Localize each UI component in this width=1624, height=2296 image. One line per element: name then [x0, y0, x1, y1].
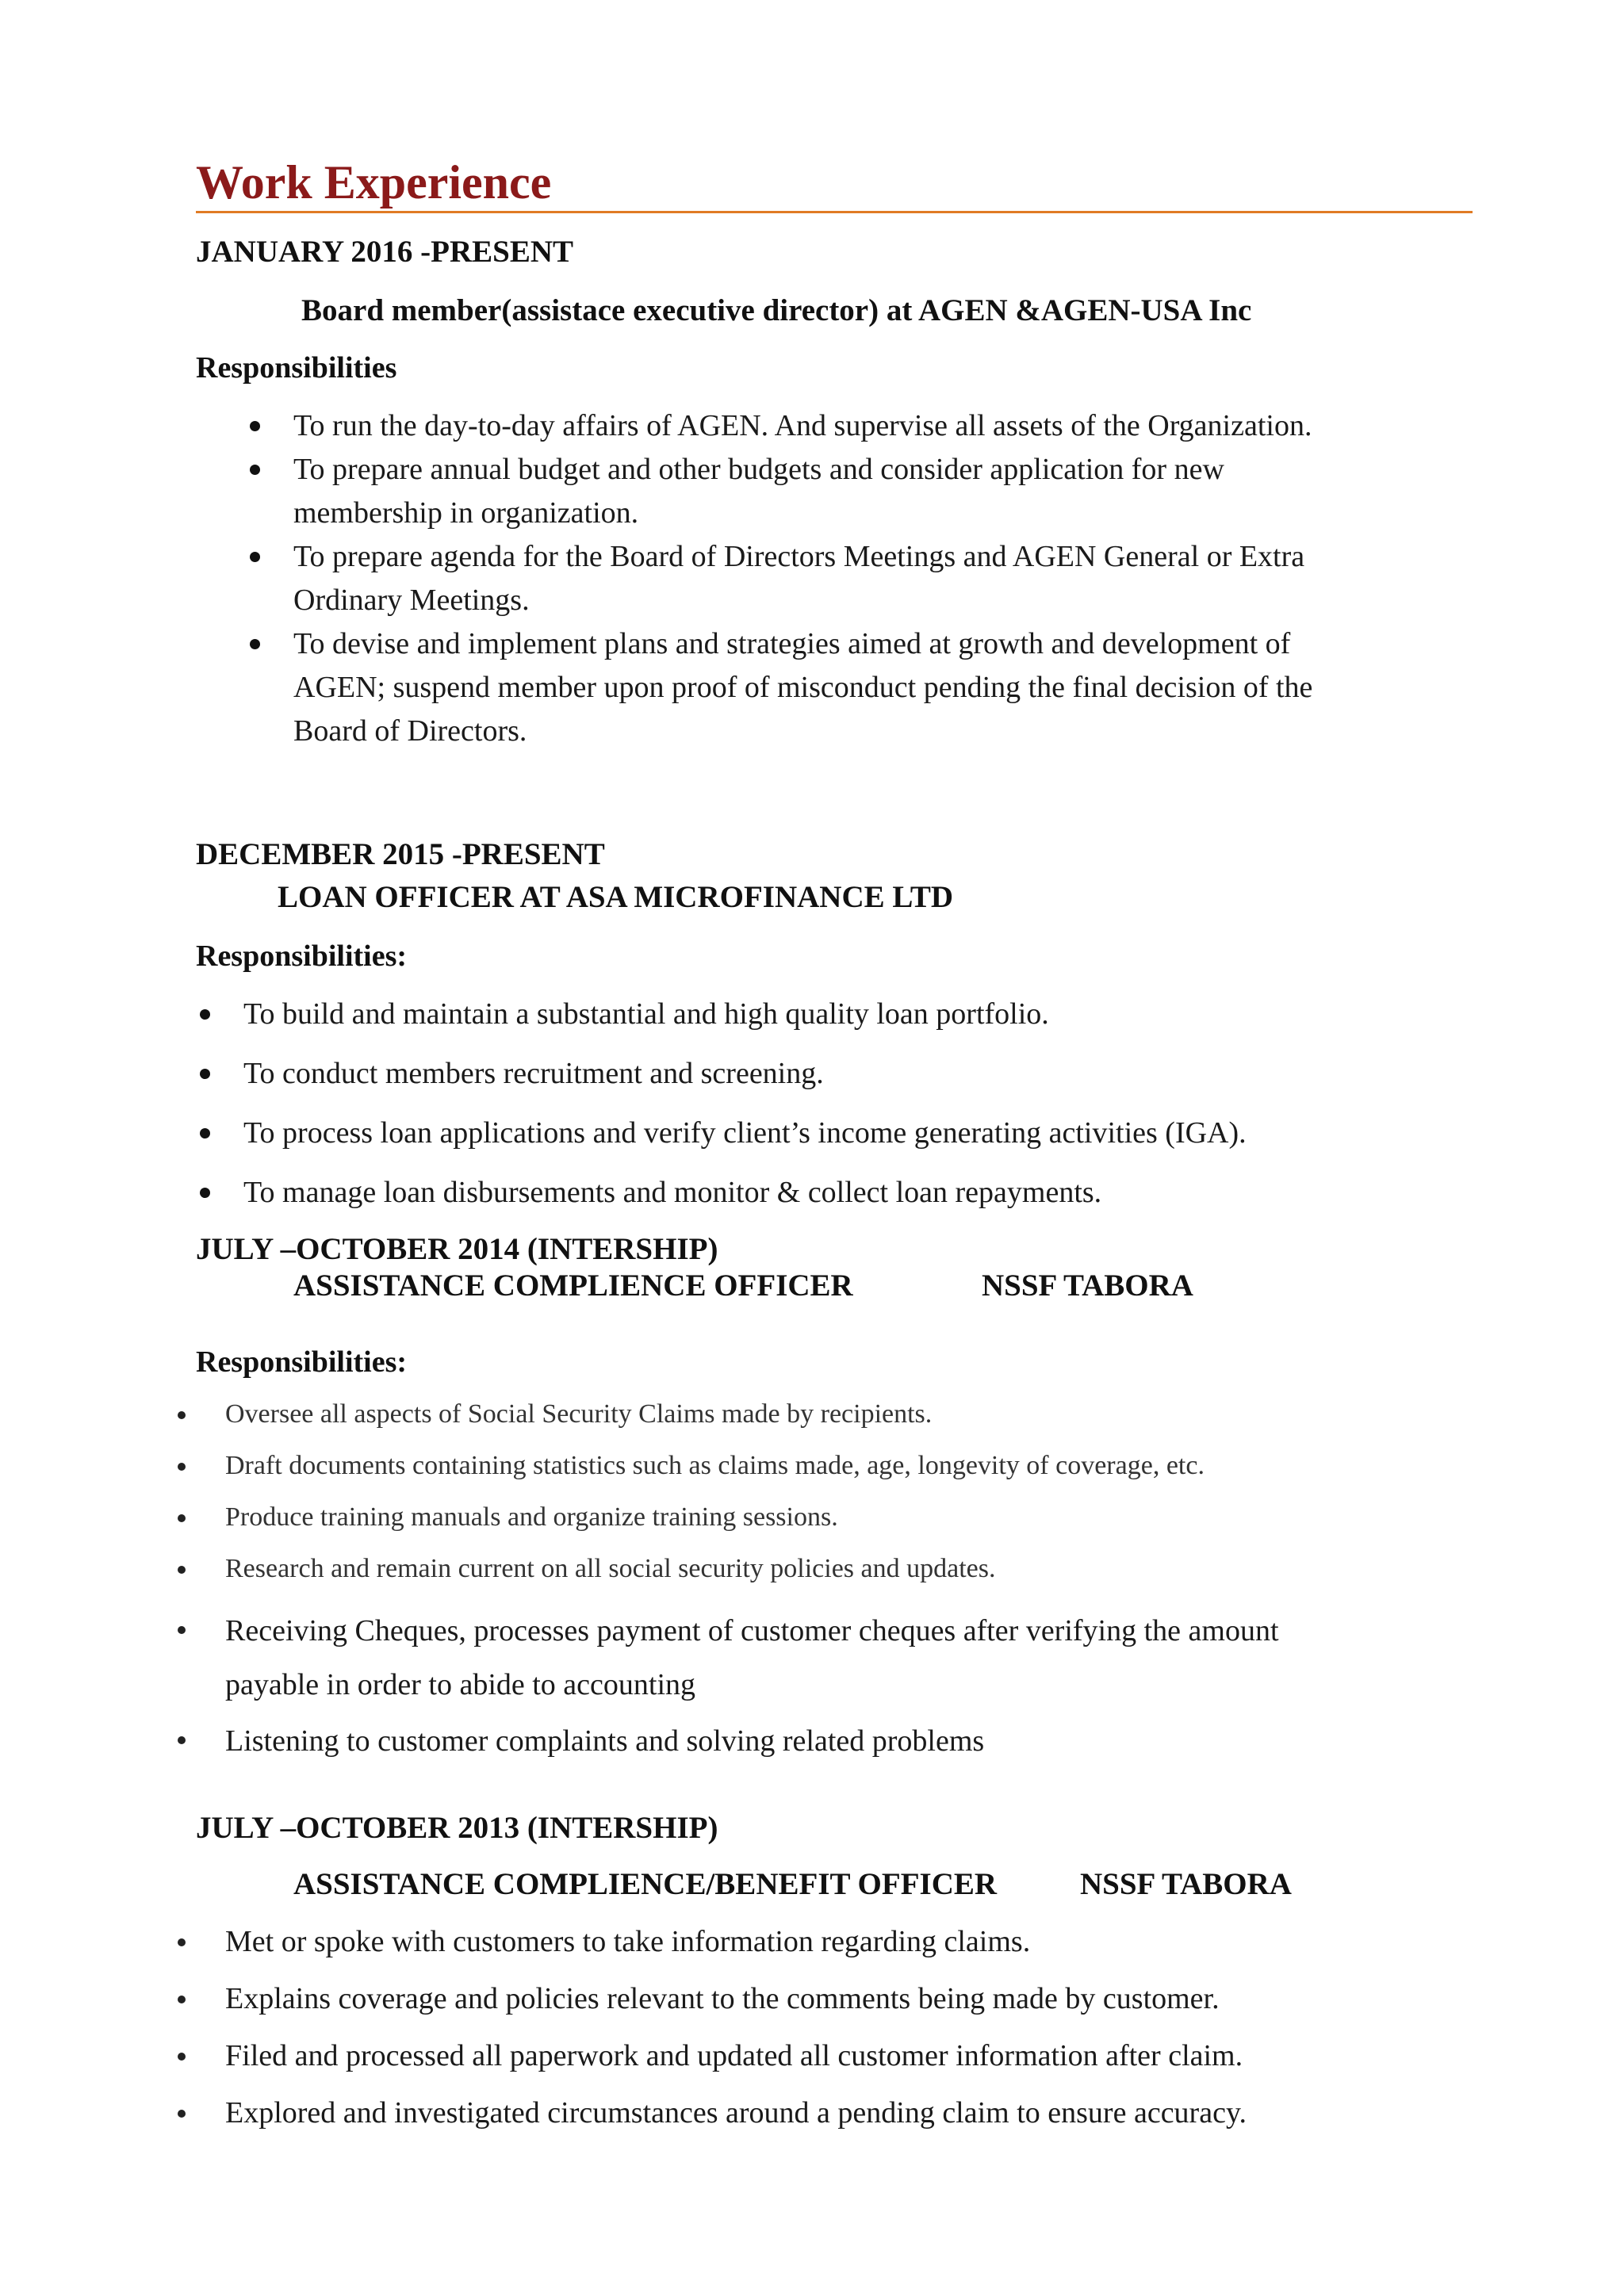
list-item: To prepare annual budget and other budgets and consider application for new membership in organization. — [293, 448, 1356, 535]
job1-date: JANUARY 2016 -PRESENT — [196, 235, 574, 269]
job1-responsibilities-list — [293, 404, 1356, 753]
list-item: Draft documents containing statistics such as claims made, age, longevity of coverage, etc. — [225, 1447, 1415, 1498]
job3-date: JULY –OCTOBER 2014 (INTERSHIP) — [196, 1232, 718, 1266]
list-item: To manage loan disbursements and monitor & collect loan repayments. — [243, 1171, 1433, 1230]
job3-responsibilities-list — [225, 1395, 1415, 1601]
bullet-icon — [178, 1996, 186, 2003]
job3-role: ASSISTANCE COMPLIENCE OFFICER — [293, 1269, 853, 1303]
section-divider — [196, 211, 1473, 213]
job1-role: Board member(assistace executive director) at AGEN &AGEN-USA Inc — [301, 293, 1252, 327]
list-item: Met or spoke with customers to take information regarding claims. — [225, 1921, 1415, 1978]
list-item: Explains coverage and policies relevant to the comments being made by customer. — [225, 1978, 1415, 2035]
bullet-icon — [250, 552, 260, 562]
list-item: To run the day-to-day affairs of AGEN. And supervise all assets of the Organization. — [293, 404, 1356, 448]
bullet-icon — [200, 1069, 210, 1079]
list-item: Filed and processed all paperwork and updated all customer information after claim. — [225, 2035, 1415, 2092]
list-item: Receiving Cheques, processes payment of customer cheques after verifying the amount payable in order to abide to accounting — [225, 1604, 1367, 1712]
list-item: To conduct members recruitment and screening. — [243, 1052, 1433, 1112]
bullet-icon — [250, 465, 260, 475]
job4-responsibilities-list — [225, 1921, 1415, 2149]
bullet-icon — [200, 1188, 210, 1198]
list-item: To process loan applications and verify client’s income generating activities (IGA). — [243, 1112, 1433, 1171]
bullet-icon — [178, 1566, 186, 1574]
job4-date: JULY –OCTOBER 2013 (INTERSHIP) — [196, 1811, 718, 1845]
job3-responsibilities-label: Responsibilities: — [196, 1345, 408, 1379]
bullet-icon — [178, 1411, 186, 1419]
section-title: Work Experience — [196, 156, 552, 209]
bullet-icon — [178, 1736, 186, 1744]
job2-responsibilities-list — [243, 993, 1433, 1230]
bullet-icon — [178, 1514, 186, 1522]
job2-date: DECEMBER 2015 -PRESENT — [196, 837, 605, 871]
list-item: Oversee all aspects of Social Security Claims made by recipients. — [225, 1395, 1415, 1447]
bullet-icon — [250, 421, 260, 431]
job3-organization: NSSF TABORA — [982, 1269, 1193, 1303]
job1-responsibilities-label: Responsibilities — [196, 351, 397, 385]
list-item: Listening to customer complaints and solving related problems — [225, 1714, 1367, 1768]
list-item: To prepare agenda for the Board of Directors Meetings and AGEN General or Extra Ordinary Meetings. — [293, 535, 1356, 622]
bullet-icon — [178, 1938, 186, 1946]
list-item: Produce training manuals and organize training sessions. — [225, 1498, 1415, 1550]
job4-role: ASSISTANCE COMPLIENCE/BENEFIT OFFICER — [293, 1867, 998, 1901]
bullet-icon — [178, 1626, 186, 1634]
bullet-icon — [178, 1463, 186, 1471]
job2-role: LOAN OFFICER AT ASA MICROFINANCE LTD — [278, 880, 954, 914]
list-item: To build and maintain a substantial and high quality loan portfolio. — [243, 993, 1433, 1052]
bullet-icon — [250, 639, 260, 649]
bullet-icon — [178, 2110, 186, 2118]
bullet-icon — [200, 1009, 210, 1020]
bullet-icon — [178, 2053, 186, 2061]
list-item: Explored and investigated circumstances around a pending claim to ensure accuracy. — [225, 2092, 1415, 2149]
bullet-icon — [200, 1128, 210, 1138]
job4-organization: NSSF TABORA — [1080, 1867, 1292, 1901]
job3-responsibilities-list-continued — [225, 1604, 1367, 1768]
list-item: Research and remain current on all social security policies and updates. — [225, 1550, 1415, 1601]
job2-responsibilities-label: Responsibilities: — [196, 939, 408, 973]
list-item: To devise and implement plans and strategies aimed at growth and development of AGEN; suspend member upon proof of misconduct pending the final decision of the Board of Directors. — [293, 622, 1356, 753]
